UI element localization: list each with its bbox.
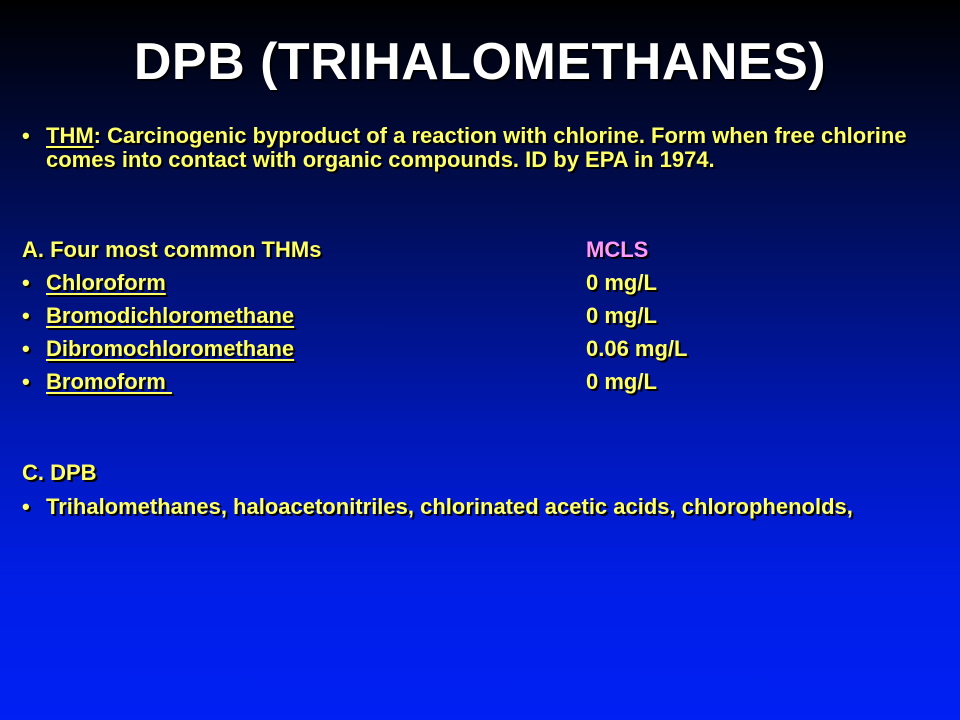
bullet-dot: • xyxy=(22,369,30,394)
thm-name: Bromodichloromethane xyxy=(46,303,295,328)
thm-term: THM xyxy=(46,123,94,148)
dpb-bullet xyxy=(22,495,942,519)
mcl-value: 0 mg/L xyxy=(586,369,657,394)
mcl-value: 0 mg/L xyxy=(586,270,657,295)
mcl-value: 0 mg/L xyxy=(586,303,657,328)
thm-name: Chloroform xyxy=(46,270,166,295)
intro-bullet xyxy=(22,124,942,172)
list-item xyxy=(22,269,166,297)
slide-title: DPB (TRIHALOMETHANES) xyxy=(133,33,827,91)
bullet-dot: • xyxy=(22,494,30,519)
thm-name: Bromoform xyxy=(46,369,172,394)
thm-name: Dibromochloromethane xyxy=(46,336,295,361)
mcl-value: 0.06 mg/L xyxy=(586,336,688,361)
section-a-heading: A. Four most common THMs xyxy=(22,237,322,262)
thm-colon: : xyxy=(93,123,101,148)
list-item xyxy=(22,335,294,363)
list-item xyxy=(22,302,294,330)
dpb-list-text: Trihalomethanes, haloacetonitriles, chlorinated acetic acids, chlorophenolds, xyxy=(46,494,853,519)
bullet-dot: • xyxy=(22,336,30,361)
intro-text xyxy=(46,124,942,172)
bullet-dot: • xyxy=(22,270,30,295)
list-item xyxy=(22,368,172,396)
bullet-dot: • xyxy=(22,303,30,328)
bullet-dot: • xyxy=(22,123,30,148)
mcls-column-heading: MCLS xyxy=(586,237,649,262)
section-c-heading: C. DPB xyxy=(22,460,97,485)
thm-definition: Carcinogenic byproduct of a reaction with chlorine. Form when free chlorine comes into contact with organic compounds. ID by EPA in 1974. xyxy=(46,123,907,172)
